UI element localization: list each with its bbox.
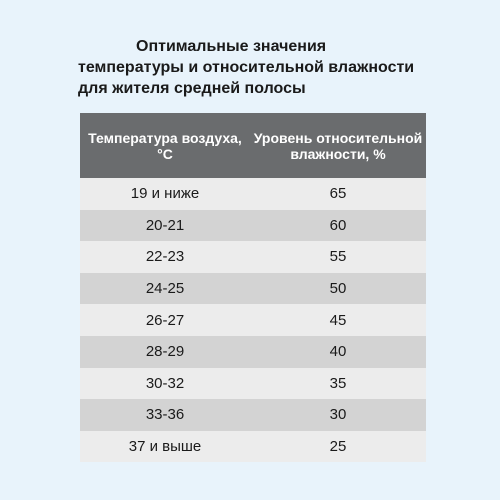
humidity-table — [80, 113, 426, 462]
temperature-cell: 30-32 — [145, 374, 185, 392]
table-row — [80, 431, 426, 463]
temperature-cell: 20-21 — [145, 216, 185, 234]
table-row — [80, 368, 426, 400]
temperature-cell: 26-27 — [145, 311, 185, 329]
humidity-cell: 50 — [329, 280, 347, 298]
humidity-cell: 55 — [329, 248, 347, 266]
table-row — [80, 304, 426, 336]
humidity-cell: 65 — [329, 185, 347, 203]
temperature-cell: 24-25 — [145, 280, 185, 298]
humidity-cell: 60 — [329, 216, 347, 234]
temperature-cell: 19 и ниже — [130, 185, 200, 203]
table-header — [80, 113, 426, 178]
table-row — [80, 399, 426, 431]
table-row — [80, 336, 426, 368]
humidity-cell: 35 — [329, 374, 347, 392]
humidity-cell: 40 — [329, 343, 347, 361]
humidity-cell: 30 — [329, 406, 347, 424]
table-row — [80, 273, 426, 305]
temperature-cell: 33-36 — [145, 406, 185, 424]
temperature-cell: 37 и выше — [128, 438, 202, 456]
humidity-cell: 25 — [329, 438, 347, 456]
temperature-cell: 22-23 — [145, 248, 185, 266]
temperature-cell: 28-29 — [145, 343, 185, 361]
header-temperature: Температура воздуха, °С — [88, 129, 242, 162]
header-humidity: Уровень относительной влажности, % — [253, 129, 423, 162]
table-row — [80, 210, 426, 242]
table-row — [80, 178, 426, 210]
table-body — [80, 178, 426, 462]
table-row — [80, 241, 426, 273]
humidity-cell: 45 — [329, 311, 347, 329]
table-title: Оптимальные значения температуры и относительной влажности для жителя средней полосы — [78, 38, 415, 97]
